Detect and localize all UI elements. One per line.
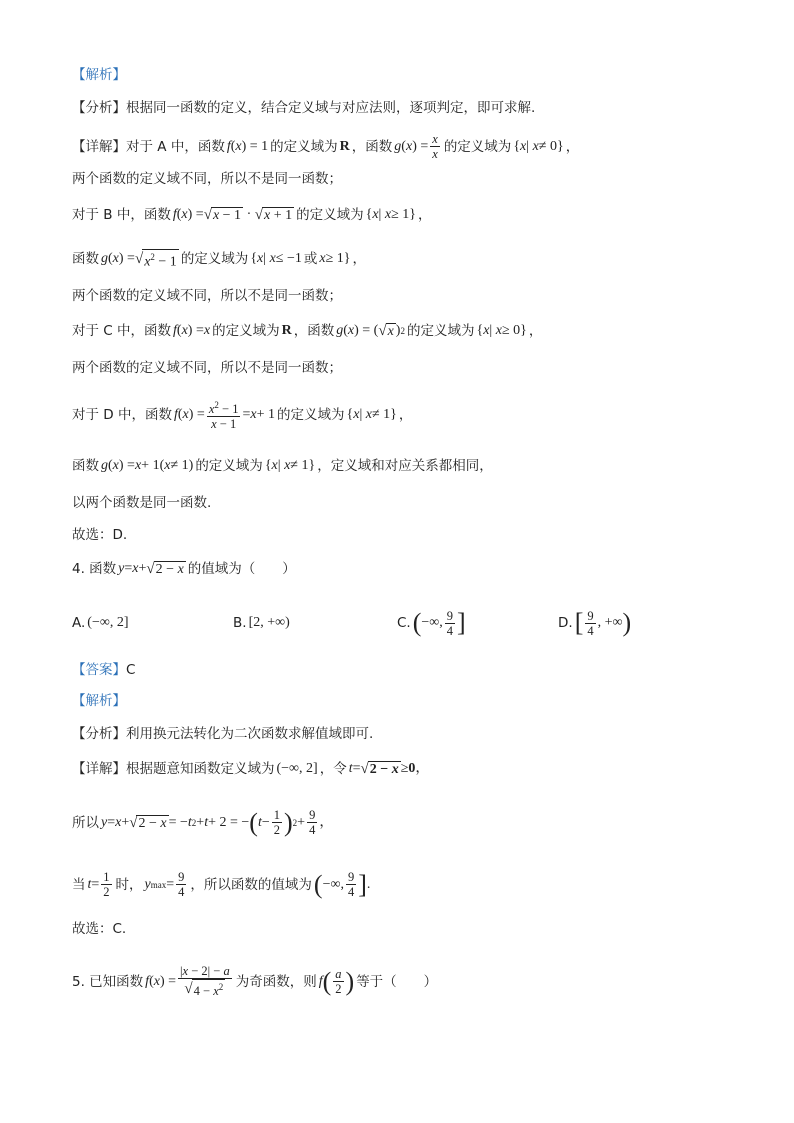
formula: t = √ 2 − x ≥ 0 ， xyxy=(348,761,430,777)
detail-tag: 【详解】 xyxy=(72,761,126,777)
paragraph xyxy=(72,808,734,837)
formula: (−∞, 2] xyxy=(87,615,129,630)
text-span: ，定义域和对应关系都相同， xyxy=(317,458,493,474)
formula: R xyxy=(339,138,350,154)
text-span: 的定义域为 xyxy=(406,323,475,339)
paragraph xyxy=(72,918,734,940)
question-4-choices xyxy=(72,608,732,638)
jiexi-tag: 【解析】 xyxy=(72,693,126,709)
formula: f ( x ) = √ x − 1 · √ x + 1 xyxy=(172,207,293,223)
choice-d[interactable] xyxy=(558,608,633,638)
analysis-tag: 【分析】 xyxy=(72,726,126,742)
text-span: B. xyxy=(233,615,247,631)
text-span: ， xyxy=(398,406,413,423)
paragraph xyxy=(72,524,734,546)
text-span: ，令 xyxy=(319,761,347,777)
formula: f ( x ) = x xyxy=(173,323,211,338)
formula: t = $\frac{1}{2}$ xyxy=(87,870,110,899)
question-4 xyxy=(72,558,734,580)
text-span: ， xyxy=(417,207,432,223)
formula: f ( $\frac{a}{2}$ ) xyxy=(318,966,355,997)
paragraph xyxy=(72,357,734,379)
formula: (−∞, 2] xyxy=(276,761,318,776)
text-span: 的定义域为 xyxy=(443,138,512,155)
text-span: 当 xyxy=(72,876,86,893)
choice-b[interactable] xyxy=(233,608,292,638)
text-span: 的定义域为 xyxy=(296,207,364,223)
formula: { x | x ≥ 0} xyxy=(476,323,527,338)
paragraph xyxy=(72,248,734,270)
answer-value: C xyxy=(126,662,136,678)
detail-c-line xyxy=(72,320,734,342)
paragraph xyxy=(72,285,734,307)
formula: R xyxy=(281,323,292,338)
text-span: 4. 函数 xyxy=(72,561,117,577)
question-5 xyxy=(72,964,734,999)
text-span: ， xyxy=(565,138,580,155)
formula: { x | x ≠ 0} xyxy=(513,138,564,154)
text-span: ， xyxy=(352,251,367,267)
answer-tag: 【答案】 xyxy=(72,662,126,678)
text-span: ，函数 xyxy=(293,323,335,339)
answer-line xyxy=(72,659,734,681)
detail-d-line xyxy=(72,398,734,431)
text-span: A. xyxy=(72,615,86,631)
text-span: 对于 D 中，函数 xyxy=(72,406,172,423)
formula: f ( x ) = $\frac{x^2 - 1}{x - 1}$ = x + 1 xyxy=(173,400,275,432)
formula: { x | x ≥ 1} xyxy=(365,207,416,222)
text-span: 根据题意知函数定义域为 xyxy=(126,761,275,777)
text-span: 对于 A 中，函数 xyxy=(126,138,225,155)
formula: g ( x ) = √ $x^2 - 1$ xyxy=(101,248,179,270)
text-span: 5. 已知函数 xyxy=(72,973,144,990)
text-span: 两个函数的定义域不同，所以不是同一函数； xyxy=(72,171,342,187)
analysis-paragraph-2 xyxy=(72,723,734,745)
formula: y = x + √ 2 − x = − t 2 + t + 2 = − ( t − $\frac{1}{2}$ ) 2 + $\frac{9}{4}$ ， xyxy=(101,807,334,837)
formula: [ $\frac{9}{4}$ , +∞ ) xyxy=(574,608,632,638)
text-span: 对于 B 中，函数 xyxy=(72,207,171,223)
formula: { x | x ≤ −1 xyxy=(250,251,302,266)
formula: g ( x ) = $\frac{x}{x}$ xyxy=(394,132,438,161)
formula: ( −∞, $\frac{9}{4}$ ] xyxy=(412,608,466,638)
formula: [2, +∞) xyxy=(248,615,290,630)
text-span: 利用换元法转化为二次函数求解值域即可. xyxy=(126,726,374,742)
text-span: 的定义域为 xyxy=(180,251,249,267)
text-span: 等于（ ） xyxy=(356,973,438,990)
detail-a-line xyxy=(72,132,734,161)
formula: g ( x ) = x + 1( x ≠ 1) xyxy=(101,458,194,473)
text-span: 两个函数的定义域不同，所以不是同一函数； xyxy=(72,360,342,376)
formula: { x | x ≠ 1} xyxy=(346,406,397,422)
formula: { x | x ≠ 1} xyxy=(264,458,316,473)
text-span: 函数 xyxy=(72,251,99,267)
paragraph xyxy=(72,492,734,514)
formula: g ( x ) = ( √ x ) 2 xyxy=(336,323,405,339)
text-span: 的值域为（ ） xyxy=(187,561,296,577)
text-span: 的定义域为 xyxy=(270,138,338,155)
section-heading-jiexi-2 xyxy=(72,690,734,712)
text-span: 或 xyxy=(303,251,318,267)
text-span: ， xyxy=(528,323,543,339)
text-span: 函数 xyxy=(72,458,99,474)
analysis-text: 根据同一函数的定义，结合定义域与对应法则，逐项判定，即可求解. xyxy=(126,100,536,116)
text-span: C. xyxy=(397,615,411,631)
detail-tag: 【详解】 xyxy=(72,138,126,155)
text-span: 的定义域为 xyxy=(195,458,263,474)
choice-c[interactable] xyxy=(397,608,468,638)
text-span: ，所以函数的值域为 xyxy=(190,876,312,893)
text-span: D. xyxy=(558,615,573,631)
jiexi-tag: 【解析】 xyxy=(72,67,126,83)
text-span: 故选：C. xyxy=(72,921,127,937)
detail-paragraph-2 xyxy=(72,758,734,780)
analysis-paragraph xyxy=(72,97,734,119)
text-span: ，函数 xyxy=(351,138,393,155)
formula: f ( x ) = 1 xyxy=(226,138,269,154)
text-span: 故选：D. xyxy=(72,527,128,543)
paragraph xyxy=(72,455,734,477)
section-heading-jiexi xyxy=(72,64,734,86)
formula: f ( x ) = |x − 2| − a √ $4 - x^2$ xyxy=(145,964,230,999)
text-span: 所以 xyxy=(72,814,99,831)
detail-b-line xyxy=(72,204,734,226)
text-span: 的定义域为 xyxy=(276,406,345,423)
text-span: 的定义域为 xyxy=(212,323,280,339)
formula: ( −∞, $\frac{9}{4}$ ] . xyxy=(313,869,371,899)
formula: x ≥ 1} xyxy=(319,251,351,266)
text-span: 时， xyxy=(115,876,143,893)
text-span: 以两个函数是同一函数. xyxy=(72,495,212,511)
formula: y = x + √ 2 − x xyxy=(118,561,184,577)
formula: y max = $\frac{9}{4}$ xyxy=(144,870,185,899)
text-span: 为奇函数，则 xyxy=(235,973,317,990)
text-span: 两个函数的定义域不同，所以不是同一函数； xyxy=(72,288,342,304)
paragraph xyxy=(72,870,734,899)
paragraph xyxy=(72,168,734,190)
text-span: 对于 C 中，函数 xyxy=(72,323,172,339)
analysis-tag: 【分析】 xyxy=(72,100,126,116)
choice-a[interactable] xyxy=(72,608,131,638)
